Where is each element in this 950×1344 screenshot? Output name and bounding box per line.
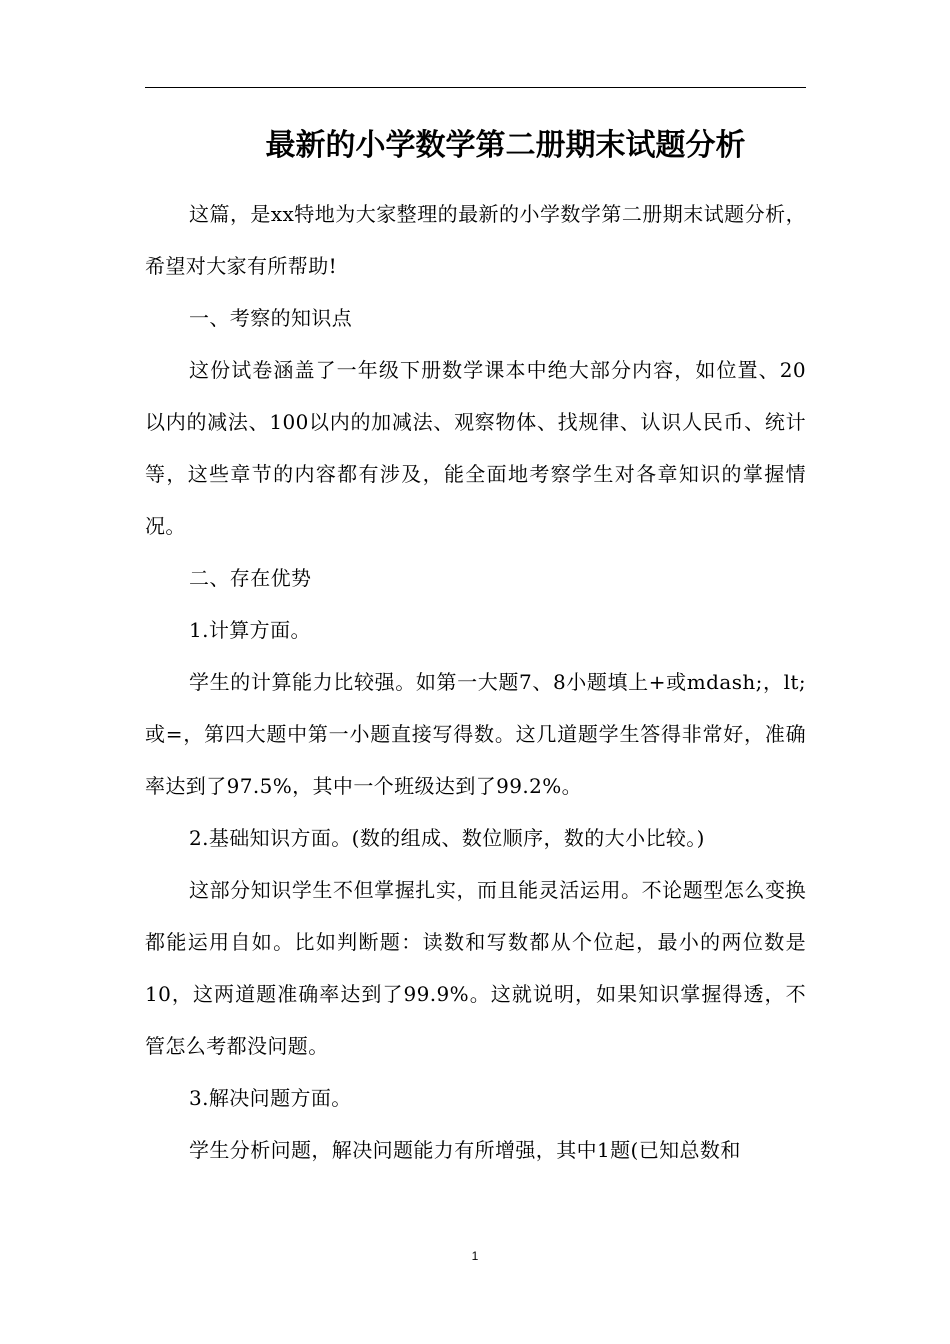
subheading-problem-solving: 3.解决问题方面。 <box>189 1086 352 1110</box>
heading-knowledge-points: 一、考察的知识点 <box>189 306 353 330</box>
paragraph-calculation: 学生的计算能力比较强。如第一大题7、8小题填上+或mdash;，lt;或=，第四大题中第一小题直接写得数。这几道题学生答得非常好，准确率达到了97.5%，其中一个班级达到了99.2%。 <box>145 670 806 798</box>
subheading-basic-knowledge: 2.基础知识方面。(数的组成、数位顺序，数的大小比较。) <box>189 826 705 850</box>
document-body <box>145 188 806 1176</box>
paragraph-intro: 这篇，是xx特地为大家整理的最新的小学数学第二册期末试题分析，希望对大家有所帮助! <box>145 202 806 278</box>
subheading-calculation: 1.计算方面。 <box>189 618 311 642</box>
header-rule <box>145 87 806 88</box>
paragraph-coverage: 这份试卷涵盖了一年级下册数学课本中绝大部分内容，如位置、20以内的减法、100以内的加减法、观察物体、找规律、认识人民币、统计等，这些章节的内容都有涉及，能全面地考察学生对各章知识的掌握情况。 <box>145 358 806 538</box>
heading-strengths: 二、存在优势 <box>189 566 312 590</box>
paragraph-basic-knowledge: 这部分知识学生不但掌握扎实，而且能灵活运用。不论题型怎么变换都能运用自如。比如判断题：读数和写数都从个位起，最小的两位数是10，这两道题准确率达到了99.9%。这就说明，如果知识掌握得透，不管怎么考都没问题。 <box>145 878 806 1058</box>
page-title: 最新的小学数学第二册期末试题分析 <box>265 128 746 163</box>
paragraph-problem-solving: 学生分析问题，解决问题能力有所增强，其中1题(已知总数和 <box>189 1138 741 1162</box>
page-number: 1 <box>471 1249 479 1263</box>
